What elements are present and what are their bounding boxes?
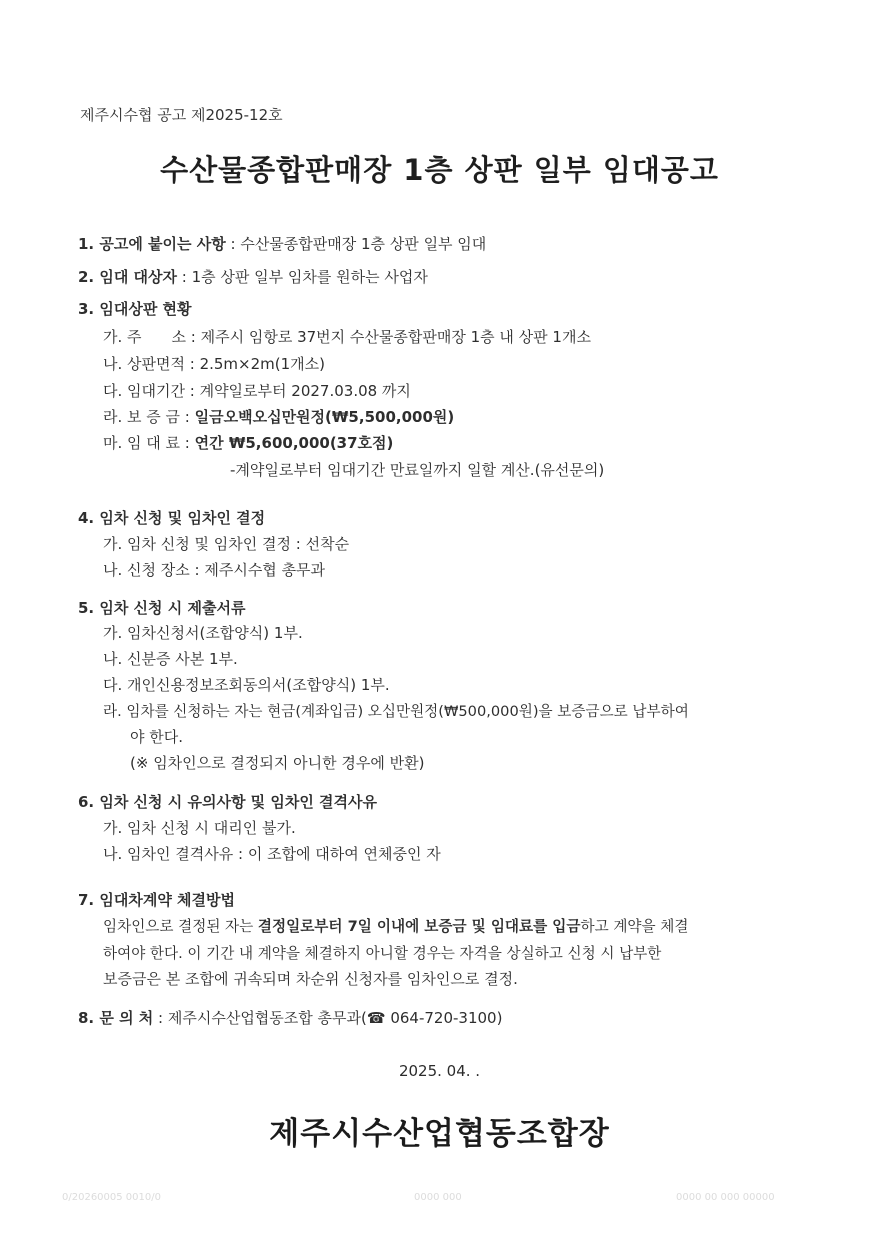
section-5-label: 5. 임차 신청 시 제출서류 (78, 599, 246, 617)
section-8-text: : 제주시수산업협동조합 총무과(☎ 064-720-3100) (153, 1009, 503, 1027)
section-3-item-ma (103, 432, 393, 453)
section-5-item-ga: 가. 임차신청서(조합양식) 1부. (103, 624, 303, 642)
rent-note: -계약일로부터 임대기간 만료일까지 일할 계산.(유선문의) (230, 461, 605, 479)
section-5-refund-note: (※ 임차인으로 결정되지 아니한 경우에 반환) (130, 754, 425, 772)
section-7-text: 임차인으로 결정된 자는 (103, 918, 258, 935)
section-1-text: : 수산물종합판매장 1층 상판 일부 임대 (225, 235, 487, 253)
section-6-item-ga: 가. 임차 신청 시 대리인 불가. (103, 819, 296, 837)
faint-footer-center: 0000 000 (414, 1192, 462, 1203)
section-5-item-na: 나. 신분증 사본 1부. (103, 650, 238, 668)
section-5-item-ra-continued: 야 한다. (130, 728, 184, 746)
section-3-label: 3. 임대상판 현황 (78, 300, 192, 318)
faint-footer-left: 0/20260005 0010/0 (62, 1192, 161, 1203)
section-4-label: 4. 임차 신청 및 임차인 결정 (78, 509, 266, 527)
notice-date: 2025. 04. . (398, 1062, 481, 1080)
section-5-item-da: 다. 개인신용정보조회동의서(조합양식) 1부. (103, 676, 390, 694)
section-1 (78, 233, 486, 254)
section-4-item-ga: 가. 임차 신청 및 임차인 결정 : 선착순 (103, 535, 350, 553)
section-7-emphasis: 결정일로부터 7일 이내에 보증금 및 임대료를 입금 (257, 918, 581, 935)
notice-number: 제주시수협 공고 제2025-12호 (80, 106, 283, 124)
section-6-item-na: 나. 임차인 결격사유 : 이 조합에 대하여 연체중인 자 (103, 845, 441, 863)
deposit-value: 일금오백오십만원정(₩5,500,000원) (194, 408, 455, 426)
section-3-item-ra (103, 406, 454, 427)
section-6-label: 6. 임차 신청 시 유의사항 및 임차인 결격사유 (78, 793, 378, 811)
document-title: 수산물종합판매장 1층 상판 일부 임대공고 (160, 153, 719, 187)
section-4-item-na: 나. 신청 장소 : 제주시수협 총무과 (103, 561, 326, 579)
section-7-paragraph-line-3: 보증금은 본 조합에 귀속되며 차순위 신청자를 임차인으로 결정. (103, 970, 518, 988)
rent-value: 연간 ₩5,600,000(37호점) (194, 434, 394, 452)
section-7-text-end: 하고 계약을 체결 (580, 918, 689, 935)
section-8-label: 8. 문 의 처 (78, 1009, 154, 1027)
section-7-label: 7. 임대차계약 체결방법 (78, 891, 235, 909)
section-3-item-na: 나. 상판면적 : 2.5m×2m(1개소) (103, 355, 325, 373)
issuing-organization: 제주시수산업협동조합장 (269, 1116, 610, 1152)
section-8 (78, 1007, 502, 1028)
section-7-paragraph-line-2: 하여야 한다. 이 기간 내 계약을 체결하지 아니할 경우는 자격을 상실하고 신청 시 납부한 (103, 945, 662, 962)
section-1-label: 1. 공고에 붙이는 사항 (78, 235, 226, 253)
section-2 (78, 266, 428, 287)
section-2-text: : 1층 상판 일부 임차를 원하는 사업자 (177, 268, 428, 286)
section-5-item-ra: 라. 임차를 신청하는 자는 현금(계좌입금) 오십만원정(₩500,000원)을 보증금으로 납부하여 (103, 703, 689, 720)
section-2-label: 2. 임대 대상자 (78, 268, 178, 286)
faint-footer-right: 0000 00 000 00000 (676, 1192, 775, 1203)
section-7-paragraph-line-1 (103, 915, 688, 936)
deposit-label: 라. 보 증 금 : (103, 408, 195, 426)
section-3-item-da: 다. 임대기간 : 계약일로부터 2027.03.08 까지 (103, 382, 411, 400)
section-3-item-ga: 가. 주 소 : 제주시 임항로 37번지 수산물종합판매장 1층 내 상판 1개소 (103, 328, 591, 346)
rent-label: 마. 임 대 료 : (103, 434, 195, 452)
